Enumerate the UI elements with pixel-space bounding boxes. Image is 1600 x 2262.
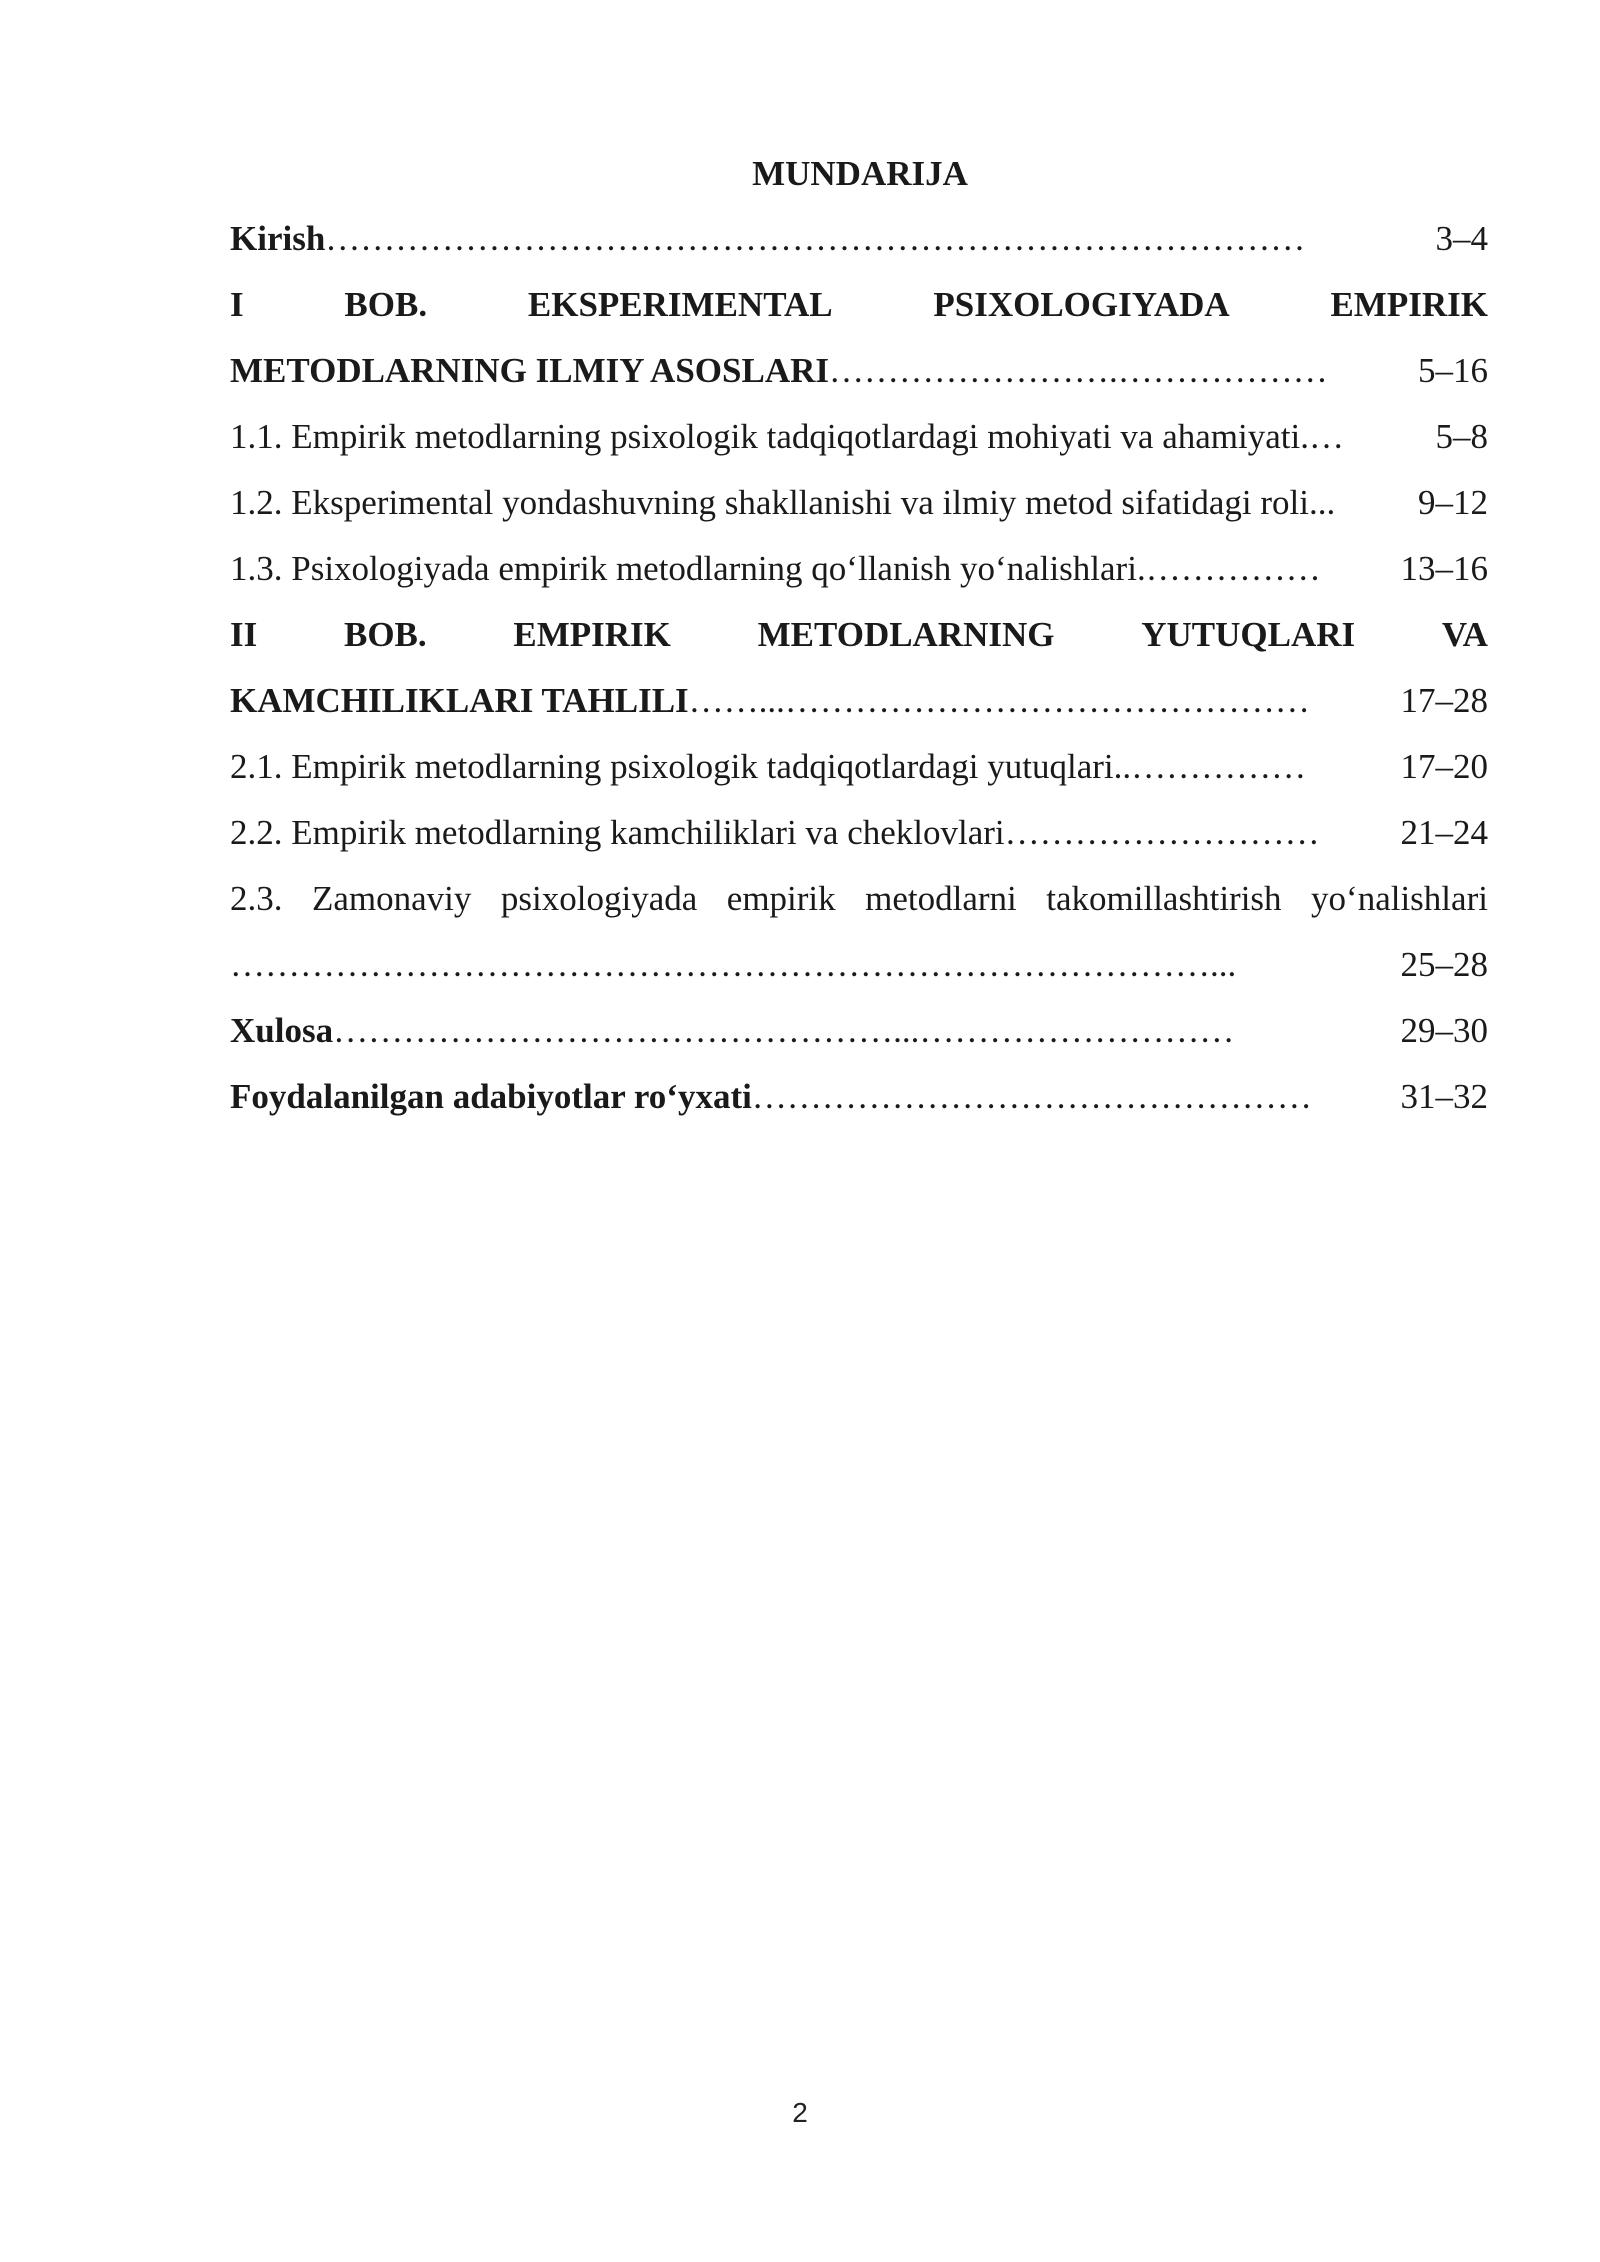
heading-word: METODLARNING	[757, 615, 1055, 654]
toc-label: KAMCHILIKLARI TAHLILI	[230, 681, 689, 720]
toc-chapter-1-heading[interactable]	[230, 272, 1488, 338]
toc-label: 1.2. Eksperimental yondashuvning shakllanishi va ilmiy metod sifatidagi roli...	[230, 483, 1336, 522]
toc-entry-1-2[interactable]	[230, 470, 1488, 536]
heading-word: BOB.	[343, 615, 427, 654]
heading-word: II	[230, 615, 258, 654]
toc-entry-1-3[interactable]	[230, 536, 1488, 602]
toc-page-range: 9–12	[1418, 483, 1488, 522]
page-title: MUNDARIJA	[752, 154, 968, 193]
toc-leader-dots: …………………………………………	[751, 1077, 1312, 1116]
toc-entry-adabiyotlar[interactable]	[230, 1064, 1488, 1130]
page-number: 2	[792, 2097, 808, 2128]
toc-page-range: 17–28	[1400, 681, 1488, 720]
toc-word: psixologiyada	[500, 879, 698, 918]
heading-word: EMPIRIK	[513, 615, 671, 654]
toc-entry-2-3[interactable]	[230, 866, 1488, 932]
toc-page-range: 5–8	[1435, 417, 1488, 456]
toc-chapter-2-heading[interactable]	[230, 602, 1488, 668]
toc-entry-1-1[interactable]	[230, 404, 1488, 470]
toc-leader-dots: …………………….………………	[829, 351, 1328, 390]
toc-leader-dots: ……………	[1131, 747, 1307, 786]
toc-leader-dots: …	[1308, 417, 1344, 456]
toc-chapter-2-entry[interactable]	[230, 668, 1488, 734]
toc-leader-dots: ……………	[1145, 549, 1321, 588]
toc-leader-dots: ………………………	[1004, 813, 1320, 852]
toc-page-range: 29–30	[1400, 1011, 1488, 1050]
heading-word: I	[230, 285, 244, 324]
toc-chapter-1-entry[interactable]	[230, 338, 1488, 404]
toc-label: 1.1. Empirik metodlarning psixologik tadqiqotlardagi mohiyati va ahamiyati.	[230, 417, 1309, 456]
toc-label: Xulosa	[230, 1011, 334, 1050]
toc-leader-dots: …………………………………………………………………………...	[230, 945, 1237, 984]
toc-label: 2.2. Empirik metodlarning kamchiliklari va cheklovlari	[230, 813, 1005, 852]
toc-word: 2.3.	[230, 879, 283, 918]
toc-label: 1.3. Psixologiyada empirik metodlarning qo‘llanish yo‘nalishlari.	[230, 549, 1146, 588]
heading-word: VA	[1441, 615, 1488, 654]
toc-entry-2-1[interactable]	[230, 734, 1488, 800]
heading-word: EKSPERIMENTAL	[527, 285, 833, 324]
heading-word: PSIXOLOGIYADA	[933, 285, 1230, 324]
toc-page-range: 3–4	[1435, 219, 1488, 258]
toc-page-range: 13–16	[1400, 549, 1488, 588]
toc-page-range: 25–28	[1400, 945, 1488, 984]
toc-word: metodlarni	[865, 879, 1017, 918]
toc-word: Zamonaviy	[312, 879, 472, 918]
toc-leader-dots: …………………………………………...………………………	[333, 1011, 1235, 1050]
toc-label: METODLARNING ILMIY ASOSLARI	[230, 351, 829, 390]
heading-word: BOB.	[344, 285, 428, 324]
toc-page-range: 5–16	[1418, 351, 1488, 390]
heading-word: EMPIRIK	[1330, 285, 1488, 324]
toc-word: empirik	[726, 879, 836, 918]
toc-label: 2.1. Empirik metodlarning psixologik tadqiqotlardagi yutuqlari..	[230, 747, 1132, 786]
toc-entry-xulosa[interactable]	[230, 998, 1488, 1064]
toc-word: takomillashtirish	[1046, 879, 1282, 918]
toc-page-range: 21–24	[1400, 813, 1488, 852]
toc-entry-2-3-pages[interactable]	[230, 932, 1488, 998]
toc-entry-kirish[interactable]	[230, 206, 1488, 272]
toc-label: Kirish	[230, 219, 326, 258]
toc-page-range: 17–20	[1400, 747, 1488, 786]
toc-page-range: 31–32	[1400, 1077, 1488, 1116]
heading-word: YUTUQLARI	[1141, 615, 1356, 654]
toc-leader-dots: ……...………………………………………	[688, 681, 1310, 720]
toc-entry-2-2[interactable]	[230, 800, 1488, 866]
toc-leader-dots: …………………………………………………………………………	[325, 219, 1306, 258]
toc-word: yo‘nalishlari	[1311, 879, 1488, 918]
toc-label: Foydalanilgan adabiyotlar ro‘yxati	[230, 1077, 752, 1116]
